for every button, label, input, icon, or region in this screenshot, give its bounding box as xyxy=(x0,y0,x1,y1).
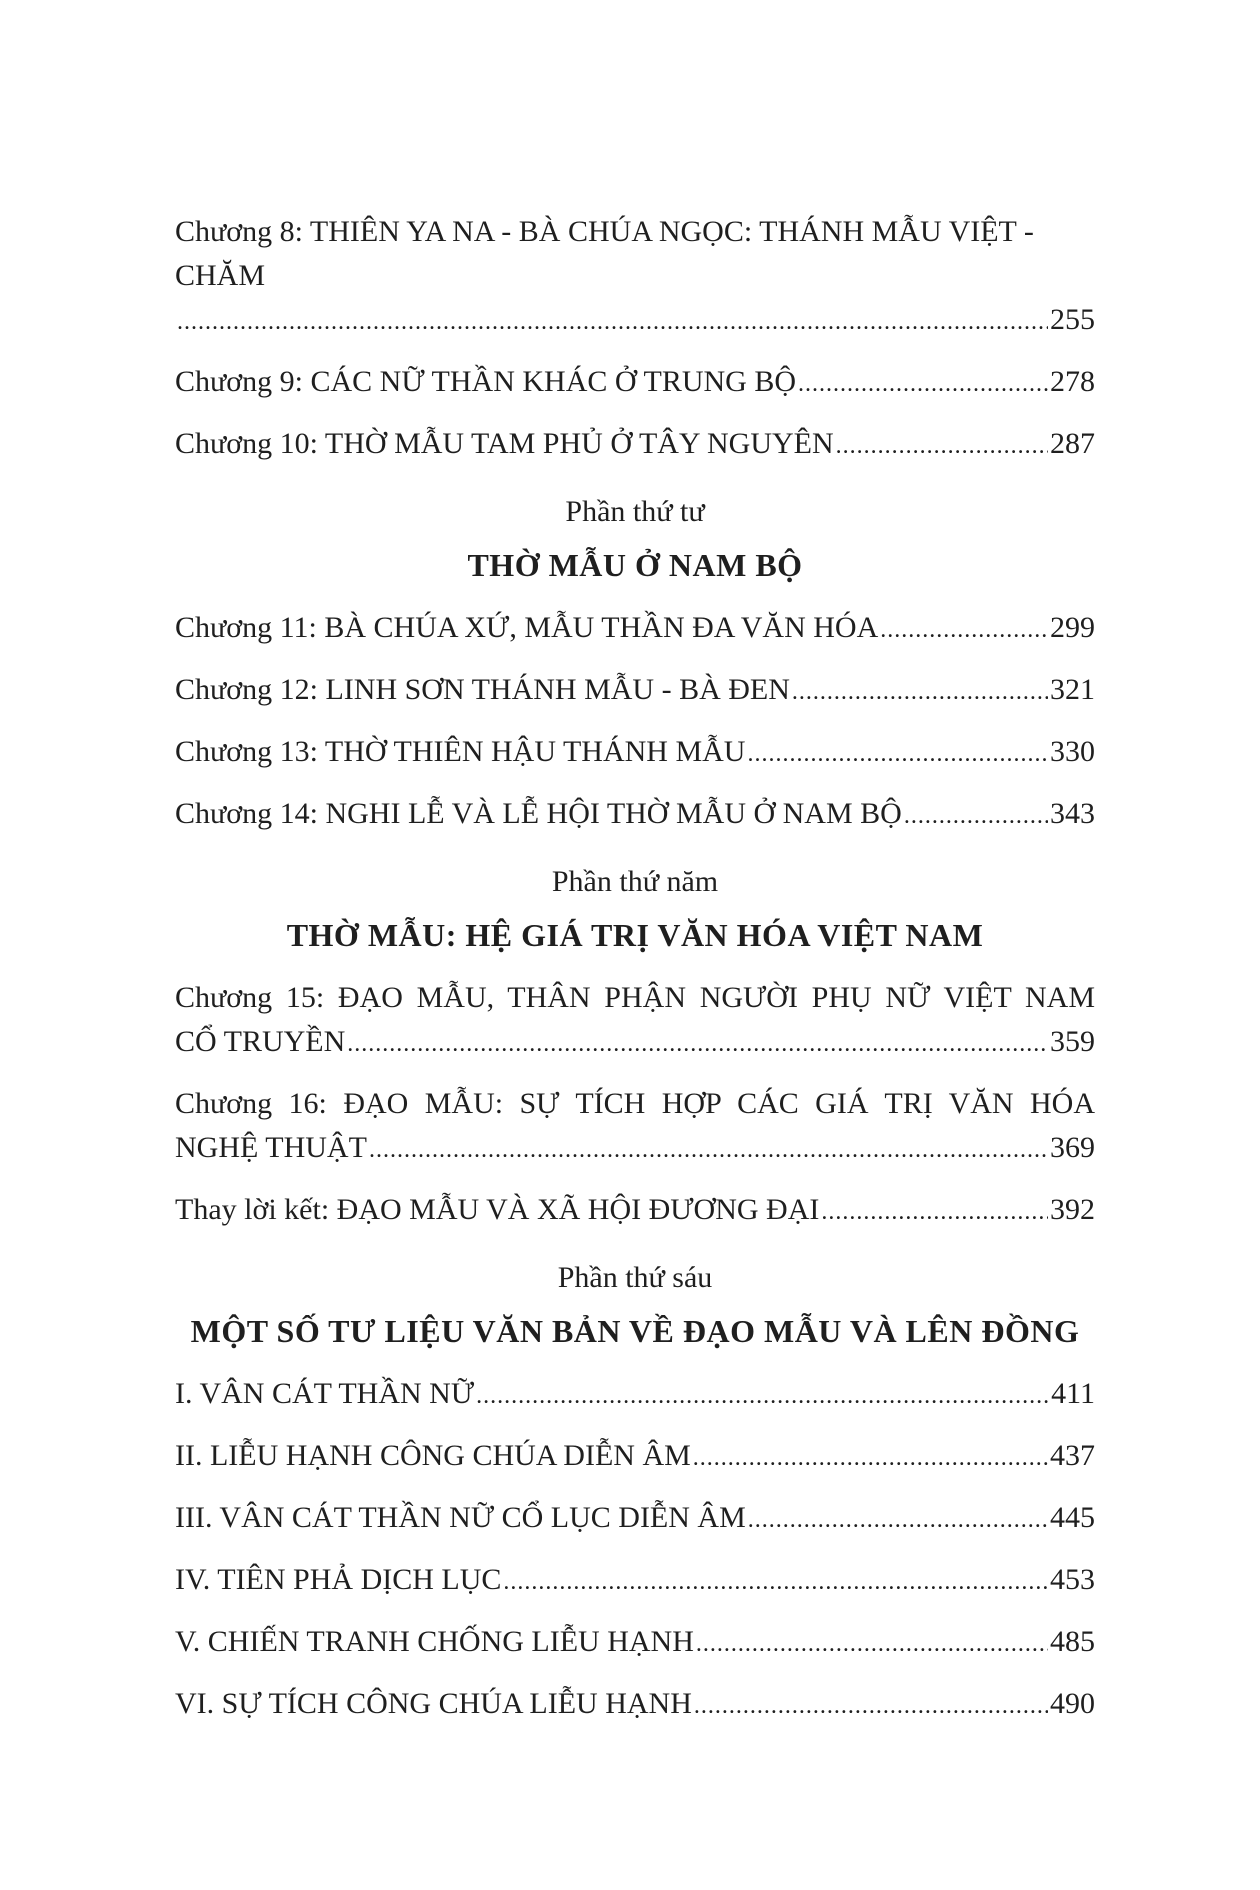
toc-entry-chuong-16[interactable] xyxy=(175,1082,1095,1172)
part-label: Phần thứ tư xyxy=(565,495,705,528)
toc-entry-title: VI. SỰ TÍCH CÔNG CHÚA LIỄU HẠNH xyxy=(175,1687,692,1720)
toc-entry-chuong-8[interactable] xyxy=(175,210,1095,344)
leader-dots xyxy=(369,1128,1048,1172)
toc-entry-v[interactable] xyxy=(175,1620,1095,1666)
leader-dots xyxy=(177,300,1048,344)
toc-page-number: 287 xyxy=(1050,427,1095,460)
toc-entry-title-continued: NGHỆ THUẬT xyxy=(175,1131,367,1164)
leader-dots xyxy=(503,1560,1048,1604)
toc-page-number: 445 xyxy=(1050,1501,1095,1534)
toc-entry-title: Chương 8: THIÊN YA NA - BÀ CHÚA NGỌC: THÁNH MẪU VIỆT - CHĂM xyxy=(175,215,1034,292)
table-of-contents xyxy=(175,210,1095,1744)
toc-page-number: 369 xyxy=(1050,1131,1095,1164)
toc-entry-vi[interactable] xyxy=(175,1682,1095,1728)
toc-entry-title: Chương 11: BÀ CHÚA XỨ, MẪU THẦN ĐA VĂN HÓA xyxy=(175,611,879,644)
leader-dots xyxy=(792,670,1048,714)
toc-page-number: 255 xyxy=(1050,303,1095,336)
leader-dots xyxy=(748,1498,1048,1542)
toc-entry-chuong-11[interactable] xyxy=(175,606,1095,652)
leader-dots xyxy=(347,1022,1048,1066)
leader-dots xyxy=(693,1436,1048,1480)
toc-entry-title-continued: CỔ TRUYỀN xyxy=(175,1025,346,1058)
part-title: THỜ MẪU: HỆ GIÁ TRỊ VĂN HÓA VIỆT NAM xyxy=(286,917,984,953)
toc-entry-title: Chương 16: ĐẠO MẪU: SỰ TÍCH HỢP CÁC GIÁ TRỊ VĂN HÓA xyxy=(175,1087,1095,1120)
toc-page-number: 330 xyxy=(1050,735,1095,768)
toc-page-number: 392 xyxy=(1050,1193,1095,1226)
leader-dots xyxy=(747,732,1048,776)
toc-page-number: 411 xyxy=(1051,1377,1095,1410)
toc-page-number: 278 xyxy=(1050,365,1095,398)
toc-page-number: 343 xyxy=(1050,797,1095,830)
toc-page-number: 485 xyxy=(1050,1625,1095,1658)
toc-entry-ii[interactable] xyxy=(175,1434,1095,1480)
toc-entry-chuong-15[interactable] xyxy=(175,976,1095,1066)
leader-dots xyxy=(821,1190,1048,1234)
leader-dots xyxy=(696,1622,1048,1666)
toc-entry-title: Chương 9: CÁC NỮ THẦN KHÁC Ở TRUNG BỘ xyxy=(175,365,797,398)
toc-entry-title: III. VÂN CÁT THẦN NỮ CỔ LỤC DIỄN ÂM xyxy=(175,1501,746,1534)
toc-page-number: 453 xyxy=(1050,1563,1095,1596)
part-label: Phần thứ sáu xyxy=(557,1261,713,1294)
leader-dots xyxy=(694,1684,1048,1728)
leader-dots xyxy=(476,1374,1049,1418)
toc-entry-iv[interactable] xyxy=(175,1558,1095,1604)
toc-entry-chuong-12[interactable] xyxy=(175,668,1095,714)
part-title: THỜ MẪU Ở NAM BỘ xyxy=(467,547,803,583)
toc-entry-iii[interactable] xyxy=(175,1496,1095,1542)
toc-entry-title: V. CHIẾN TRANH CHỐNG LIỄU HẠNH xyxy=(175,1625,694,1658)
leader-dots xyxy=(904,794,1048,838)
toc-page-number: 437 xyxy=(1050,1439,1095,1472)
toc-entry-title: II. LIỄU HẠNH CÔNG CHÚA DIỄN ÂM xyxy=(175,1439,691,1472)
toc-entry-chuong-13[interactable] xyxy=(175,730,1095,776)
toc-entry-chuong-9[interactable] xyxy=(175,360,1095,406)
leader-dots xyxy=(880,608,1048,652)
toc-entry-i[interactable] xyxy=(175,1372,1095,1418)
toc-entry-title: IV. TIÊN PHẢ DỊCH LỤC xyxy=(175,1563,502,1596)
toc-page-number: 490 xyxy=(1050,1687,1095,1720)
toc-entry-title: Chương 13: THỜ THIÊN HẬU THÁNH MẪU xyxy=(175,735,746,768)
toc-entry-title: Chương 12: LINH SƠN THÁNH MẪU - BÀ ĐEN xyxy=(175,673,790,706)
toc-page-number: 359 xyxy=(1050,1025,1095,1058)
toc-entry-title: I. VÂN CÁT THẦN NỮ xyxy=(175,1377,475,1410)
toc-entry-chuong-14[interactable] xyxy=(175,792,1095,838)
toc-entry-chuong-10[interactable] xyxy=(175,422,1095,468)
leader-dots xyxy=(836,424,1048,468)
toc-page-number: 321 xyxy=(1050,673,1095,706)
toc-entry-thay-loi-ket[interactable] xyxy=(175,1188,1095,1234)
part-title: MỘT SỐ TƯ LIỆU VĂN BẢN VỀ ĐẠO MẪU VÀ LÊN ĐỒNG xyxy=(190,1313,1080,1349)
toc-entry-title: Thay lời kết: ĐẠO MẪU VÀ XÃ HỘI ĐƯƠNG ĐẠI xyxy=(175,1193,820,1226)
toc-page-number: 299 xyxy=(1050,611,1095,644)
part-label: Phần thứ năm xyxy=(551,865,719,898)
leader-dots xyxy=(798,362,1048,406)
toc-entry-title: Chương 15: ĐẠO MẪU, THÂN PHẬN NGƯỜI PHỤ NỮ VIỆT NAM xyxy=(175,981,1095,1014)
toc-entry-title: Chương 10: THỜ MẪU TAM PHỦ Ở TÂY NGUYÊN xyxy=(175,427,834,460)
toc-entry-title: Chương 14: NGHI LỄ VÀ LỄ HỘI THỜ MẪU Ở NAM BỘ xyxy=(175,797,902,830)
